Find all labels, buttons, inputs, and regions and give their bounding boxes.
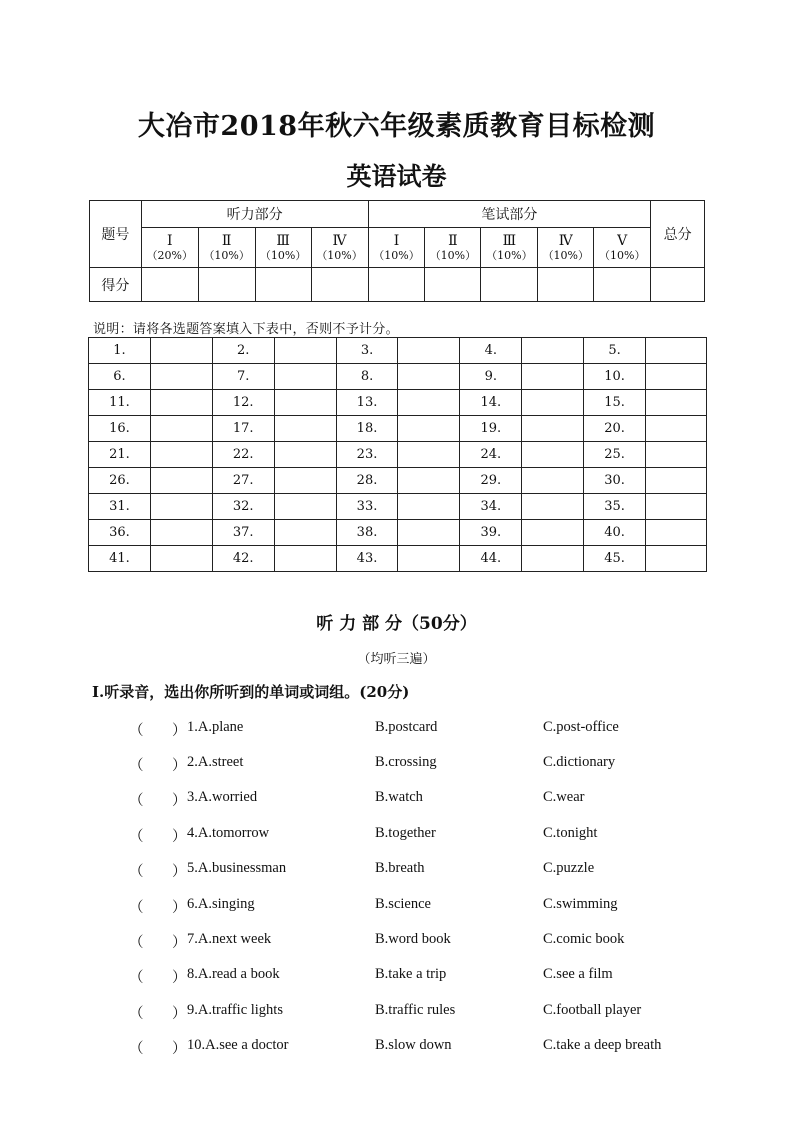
answer-number: 28. — [336, 468, 398, 494]
answer-number: 12. — [212, 390, 274, 416]
answer-number: 37. — [212, 520, 274, 546]
option-c: C.tonight — [543, 825, 598, 841]
answer-blank[interactable] — [646, 546, 707, 572]
listening-section-note: （均听三遍） — [357, 652, 436, 667]
answer-blank[interactable] — [150, 364, 212, 390]
answer-paren-left: （ — [129, 793, 144, 809]
answer-number: 35. — [584, 494, 646, 520]
answer-blank[interactable] — [398, 338, 460, 364]
listening-section-header: 听力部分 — [141, 201, 368, 228]
answer-number: 1. — [89, 338, 151, 364]
option-b: B.breath — [375, 860, 425, 876]
option-b: B.word book — [375, 931, 451, 947]
answer-blank[interactable] — [274, 546, 336, 572]
answer-number: 13. — [336, 390, 398, 416]
answer-row — [89, 442, 707, 468]
answer-number: 21. — [89, 442, 151, 468]
writing-part-header — [481, 228, 538, 268]
answer-blank[interactable] — [150, 442, 212, 468]
question-number-header: 题号 — [90, 201, 142, 268]
listening-part-header — [141, 228, 198, 268]
answer-blank[interactable] — [398, 416, 460, 442]
part-weight: （10%） — [203, 248, 250, 262]
option-b: B.take a trip — [375, 966, 447, 982]
answer-blank[interactable] — [150, 416, 212, 442]
answer-blank[interactable] — [274, 494, 336, 520]
part-weight: （10%） — [542, 248, 590, 262]
answer-row — [89, 494, 707, 520]
answer-number: 39. — [460, 520, 522, 546]
option-b: B.together — [375, 825, 436, 841]
answer-blank[interactable] — [398, 390, 460, 416]
answer-row — [89, 338, 707, 364]
option-a: 10.A.see a doctor — [187, 1037, 289, 1053]
answer-number: 29. — [460, 468, 522, 494]
answer-paren-right: ） — [172, 1006, 187, 1022]
answer-blank[interactable] — [646, 364, 707, 390]
answer-blank[interactable] — [522, 468, 584, 494]
answer-blank[interactable] — [646, 520, 707, 546]
option-a: 9.A.traffic lights — [187, 1002, 283, 1018]
option-c: C.swimming — [543, 896, 618, 912]
answer-paren-right: ） — [172, 1041, 187, 1057]
answer-number: 9. — [460, 364, 522, 390]
answer-row — [89, 546, 707, 572]
question-item — [0, 754, 793, 778]
answer-number: 36. — [89, 520, 151, 546]
answer-number: 34. — [460, 494, 522, 520]
answer-number: 38. — [336, 520, 398, 546]
score-cell[interactable] — [425, 268, 481, 302]
answer-number: 40. — [584, 520, 646, 546]
answer-blank[interactable] — [646, 468, 707, 494]
answer-blank[interactable] — [522, 494, 584, 520]
score-cell[interactable] — [198, 268, 255, 302]
score-row-label: 得分 — [90, 268, 142, 302]
question-item — [0, 1002, 793, 1026]
answer-number: 27. — [212, 468, 274, 494]
question-item — [0, 719, 793, 743]
answer-paren-left: （ — [129, 758, 144, 774]
part-weight: （10%） — [316, 248, 363, 262]
option-a: 8.A.read a book — [187, 966, 280, 982]
part-numeral: Ⅰ — [166, 232, 173, 249]
answer-number: 10. — [584, 364, 646, 390]
answer-paren-left: （ — [129, 1041, 144, 1057]
answer-number: 43. — [336, 546, 398, 572]
answer-paren-left: （ — [129, 900, 144, 916]
answer-paren-left: （ — [129, 1006, 144, 1022]
option-a: 7.A.next week — [187, 931, 272, 947]
answer-paren-left: （ — [129, 935, 144, 951]
answer-blank[interactable] — [398, 442, 460, 468]
option-b: B.crossing — [375, 754, 437, 770]
part-weight: （10%） — [259, 248, 307, 262]
question-item — [0, 931, 793, 955]
answer-blank[interactable] — [274, 338, 336, 364]
answer-blank[interactable] — [274, 520, 336, 546]
answer-row — [89, 416, 707, 442]
listening-part-header — [311, 228, 368, 268]
exam-title: 大冶市2018年秋六年级素质教育目标检测 — [137, 111, 656, 142]
part-weight: （10%） — [486, 248, 533, 262]
answer-blank[interactable] — [646, 494, 707, 520]
option-a: 4.A.tomorrow — [187, 825, 270, 841]
answer-number: 31. — [89, 494, 151, 520]
answer-blank[interactable] — [522, 364, 584, 390]
answer-blank[interactable] — [398, 364, 460, 390]
option-a: 5.A.businessman — [187, 860, 287, 876]
answer-number: 5. — [584, 338, 646, 364]
answer-blank[interactable] — [522, 416, 584, 442]
score-cell[interactable] — [311, 268, 368, 302]
answer-row — [89, 468, 707, 494]
option-a: 1.A.plane — [187, 719, 244, 735]
writing-part-header — [538, 228, 594, 268]
answer-paren-left: （ — [129, 864, 144, 880]
answer-blank[interactable] — [274, 364, 336, 390]
answer-paren-right: ） — [172, 758, 187, 774]
writing-part-header — [368, 228, 425, 268]
option-b: B.watch — [375, 789, 423, 805]
answer-number: 45. — [584, 546, 646, 572]
option-b: B.slow down — [375, 1037, 452, 1053]
answer-row — [89, 364, 707, 390]
option-c: C.take a deep breath — [543, 1037, 662, 1053]
answer-blank[interactable] — [646, 338, 707, 364]
answer-number: 30. — [584, 468, 646, 494]
answer-paren-right: ） — [172, 723, 187, 739]
option-a: 3.A.worried — [187, 789, 258, 805]
answer-paren-left: （ — [129, 829, 144, 845]
option-b: B.postcard — [375, 719, 438, 735]
answer-blank[interactable] — [646, 390, 707, 416]
part-weight: （10%） — [599, 248, 646, 262]
answer-number: 32. — [212, 494, 274, 520]
answer-row — [89, 390, 707, 416]
part-weight: （10%） — [429, 248, 477, 262]
answer-blank[interactable] — [522, 520, 584, 546]
answer-number: 3. — [336, 338, 398, 364]
answer-sheet-table — [88, 337, 707, 572]
answer-number: 42. — [212, 546, 274, 572]
part1-heading: Ⅰ.听录音，选出你所听到的单词或词组。(20分) — [92, 683, 410, 701]
option-c: C.football player — [543, 1002, 642, 1018]
answer-number: 14. — [460, 390, 522, 416]
answer-number: 33. — [336, 494, 398, 520]
answer-paren-left: （ — [129, 723, 144, 739]
exam-subtitle: 英语试卷 — [346, 162, 447, 191]
answer-blank[interactable] — [274, 442, 336, 468]
part-weight: （20%） — [146, 248, 193, 262]
answer-blank[interactable] — [274, 390, 336, 416]
answer-number: 23. — [336, 442, 398, 468]
answer-row — [89, 520, 707, 546]
listening-section-title: 听 力 部 分（50分） — [316, 614, 477, 634]
answer-blank[interactable] — [274, 468, 336, 494]
answer-number: 18. — [336, 416, 398, 442]
answer-number: 41. — [89, 546, 151, 572]
part-numeral: Ⅰ — [393, 232, 400, 249]
answer-blank[interactable] — [646, 416, 707, 442]
answer-number: 8. — [336, 364, 398, 390]
score-table — [89, 200, 705, 302]
option-c: C.post-office — [543, 719, 619, 735]
option-c: C.dictionary — [543, 754, 616, 770]
answer-number: 44. — [460, 546, 522, 572]
option-c: C.wear — [543, 789, 585, 805]
answer-blank[interactable] — [522, 338, 584, 364]
answer-number: 19. — [460, 416, 522, 442]
score-cell[interactable] — [594, 268, 651, 302]
answer-paren-right: ） — [172, 829, 187, 845]
writing-part-header — [425, 228, 481, 268]
answer-number: 7. — [212, 364, 274, 390]
score-cell[interactable] — [368, 268, 425, 302]
answer-blank[interactable] — [522, 442, 584, 468]
question-item — [0, 789, 793, 813]
question-item — [0, 896, 793, 920]
answer-number: 25. — [584, 442, 646, 468]
answer-blank[interactable] — [274, 416, 336, 442]
answer-blank[interactable] — [150, 338, 212, 364]
option-c: C.comic book — [543, 931, 625, 947]
answer-number: 15. — [584, 390, 646, 416]
total-score-cell[interactable] — [651, 268, 705, 302]
score-cell[interactable] — [141, 268, 198, 302]
option-b: B.traffic rules — [375, 1002, 456, 1018]
score-cell[interactable] — [481, 268, 538, 302]
part-numeral: Ⅳ — [558, 232, 573, 249]
answer-blank[interactable] — [150, 468, 212, 494]
question-item — [0, 1037, 793, 1061]
answer-number: 2. — [212, 338, 274, 364]
part-numeral: Ⅲ — [502, 232, 517, 249]
score-cell[interactable] — [255, 268, 311, 302]
score-cell[interactable] — [538, 268, 594, 302]
answer-number: 24. — [460, 442, 522, 468]
answer-paren-right: ） — [172, 864, 187, 880]
answer-number: 16. — [89, 416, 151, 442]
answer-number: 11. — [89, 390, 151, 416]
option-c: C.puzzle — [543, 860, 595, 876]
answer-blank[interactable] — [398, 520, 460, 546]
answer-number: 22. — [212, 442, 274, 468]
part-numeral: Ⅱ — [221, 232, 232, 249]
part-weight: （10%） — [373, 248, 420, 262]
answer-paren-left: （ — [129, 970, 144, 986]
answer-paren-right: ） — [172, 935, 187, 951]
part-numeral: Ⅲ — [276, 232, 290, 249]
option-c: C.see a film — [543, 966, 613, 982]
answer-number: 17. — [212, 416, 274, 442]
answer-number: 26. — [89, 468, 151, 494]
answer-paren-right: ） — [172, 900, 187, 916]
total-score-header: 总分 — [651, 201, 705, 268]
option-b: B.science — [375, 896, 431, 912]
answer-blank[interactable] — [150, 494, 212, 520]
answer-paren-right: ） — [172, 793, 187, 809]
answer-blank[interactable] — [398, 546, 460, 572]
answer-paren-right: ） — [172, 970, 187, 986]
answer-blank[interactable] — [398, 494, 460, 520]
question-item — [0, 860, 793, 884]
answer-blank[interactable] — [150, 390, 212, 416]
part-numeral: Ⅱ — [448, 232, 458, 249]
question-item — [0, 825, 793, 849]
answer-blank[interactable] — [522, 390, 584, 416]
question-item — [0, 966, 793, 990]
answer-instructions: 说明：请将各选题答案填入下表中，否则不予计分。 — [93, 322, 399, 337]
answer-blank[interactable] — [150, 520, 212, 546]
answer-blank[interactable] — [522, 546, 584, 572]
part-numeral: Ⅳ — [332, 232, 347, 249]
option-a: 2.A.street — [187, 754, 244, 770]
answer-number: 4. — [460, 338, 522, 364]
listening-part-header — [198, 228, 255, 268]
answer-blank[interactable] — [646, 442, 707, 468]
answer-number: 20. — [584, 416, 646, 442]
listening-part-header — [255, 228, 311, 268]
answer-blank[interactable] — [398, 468, 460, 494]
writing-part-header — [594, 228, 651, 268]
answer-number: 6. — [89, 364, 151, 390]
part-numeral: Ⅴ — [617, 232, 628, 249]
answer-blank[interactable] — [150, 546, 212, 572]
option-a: 6.A.singing — [187, 896, 255, 912]
writing-section-header: 笔试部分 — [368, 201, 651, 228]
